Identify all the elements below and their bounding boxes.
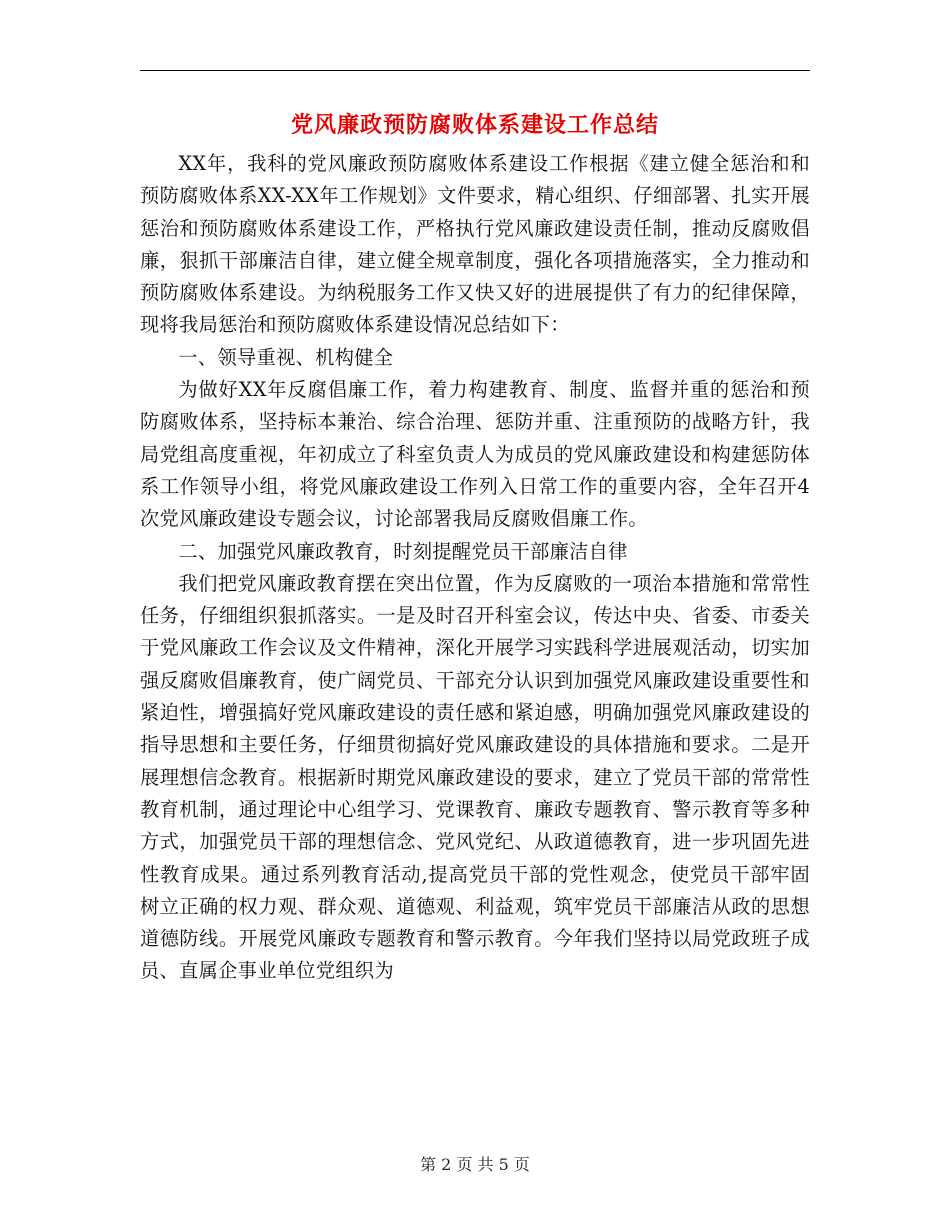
intro-paragraph: XX年，我科的党风廉政预防腐败体系建设工作根据《建立健全惩治和和预防腐败体系XX-XX年工作规划》文件要求，精心组织、仔细部署、扎实开展惩治和预防腐败体系建设工作，严格执行党风廉政建设责任制，推动反腐败倡廉，狠抓干部廉洁自律，建立健全规章制度，强化各项措施落实，全力推动和预防腐败体系建设。为纳税服务工作又快又好的进展提供了有力的纪律保障，现将我局惩治和预防腐败体系建设情况总结如下： [140, 152, 810, 337]
section-2-paragraph: 我们把党风廉政教育摆在突出位置，作为反腐败的一项治本措施和常常性任务，仔细组织狠抓落实。一是及时召开科室会议，传达中央、省委、市委关于党风廉政工作会议及文件精神，深化开展学习实践科学进展观活动，切实加强反腐败倡廉教育，使广阔党员、干部充分认识到加强党风廉政建设重要性和紧迫性，增强搞好党风廉政建设的责任感和紧迫感，明确加强党风廉政建设的指导思想和主要任务，仔细贯彻搞好党风廉政建设的具体措施和要求。二是开展理想信念教育。根据新时期党风廉政建设的要求，建立了党员干部的常常性教育机制，通过理论中心组学习、党课教育、廉政专题教育、警示教育等多种方式，加强党员干部的理想信念、党风党纪、从政道德教育，进一步巩固先进性教育成果。通过系列教育活动,提高党员干部的党性观念，使党员干部牢固树立正确的权力观、群众观、道德观、利益观，筑牢党员干部廉洁从政的思想道德防线。开展党风廉政专题教育和警示教育。今年我们坚持以局党政班子成员、直属企事业单位党组织为 [140, 571, 810, 983]
header-rule [140, 70, 810, 71]
page-number: 第 2 页 共 5 页 [420, 1155, 530, 1174]
section-heading-1: 一、领导重视、机构健全 [178, 345, 394, 369]
section-1-paragraph: 为做好XX年反腐倡廉工作，着力构建教育、制度、监督并重的惩治和预防腐败体系，坚持标本兼治、综合治理、惩防并重、注重预防的战略方针，我局党组高度重视，年初成立了科室负责人为成员的党风廉政建设和构建惩防体系工作领导小组，将党风廉政建设工作列入日常工作的重要内容，全年召开4次党风廉政建设专题会议，讨论部署我局反腐败倡廉工作。 [140, 378, 810, 531]
document-title: 党风廉政预防腐败体系建设工作总结 [290, 112, 659, 138]
section-heading-2: 二、加强党风廉政教育，时刻提醒党员干部廉洁自律 [178, 539, 628, 563]
document-body [140, 148, 810, 988]
